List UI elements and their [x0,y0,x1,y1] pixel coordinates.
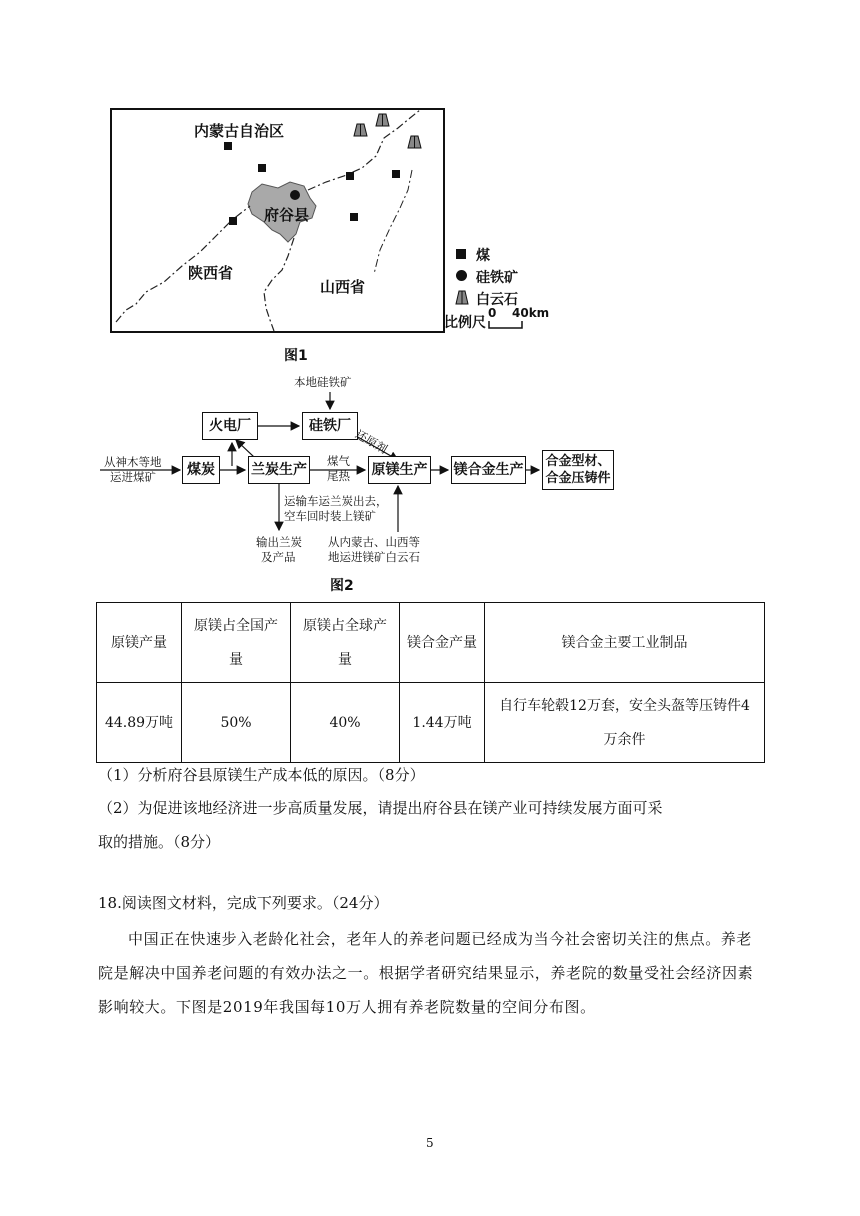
table-header-cell: 原镁占全国产量 [182,603,291,683]
flow-coal: 煤炭 [182,456,220,484]
flow-primary-mg: 原镁生产 [368,456,431,484]
table-header-cell: 镁合金主要工业制品 [485,603,765,683]
section-18-paragraph: 中国正在快速步入老龄化社会，老年人的养老问题已经成为当今社会密切关注的焦点。养老院是解决中国养老问题的有效办法之一。根据学者研究结果显示，养老院的数量受社会经济因素影响较大。下图是2019年我国每10万人拥有养老院数量的空间分布图。 [98,930,754,1016]
note-gas-1: 煤气 [327,454,350,468]
page-number: 5 [426,1136,434,1150]
label-inner-mongolia: 内蒙古自治区 [194,122,285,140]
legend-coal-label: 煤 [476,248,490,264]
table-cell: 50% [182,683,291,763]
note-transport-2: 空车回时装上镁矿 [284,509,376,523]
question-2-line2: 取的措施。（8分） [98,833,221,851]
table-cell: 44.89万吨 [97,683,182,763]
flow-mg-alloy: 镁合金生产 [451,456,526,484]
table-header-cell: 原镁产量 [97,603,182,683]
note-gas-2: 尾热 [327,469,350,483]
figure1-caption: 图1 [284,348,308,364]
table-header-cell: 镁合金产量 [400,603,485,683]
note-dolomite-1: 从内蒙古、山西等 [328,535,420,549]
table-header-cell: 原镁占全球产量 [291,603,400,683]
legend-scale-value: 40km [512,306,550,320]
magnesium-stats-table [96,602,765,763]
question-1: （1）分析府谷县原镁生产成本低的原因。（8分） [98,766,425,784]
note-from-shenmu-2: 运进煤矿 [110,470,156,484]
table-row [97,683,765,763]
question-2-line1: （2）为促进该地经济进一步高质量发展，请提出府谷县在镁产业可持续发展方面可采 [98,799,663,817]
label-shaanxi: 陕西省 [188,264,234,282]
figure2-caption: 图2 [330,578,354,594]
note-transport-1: 运输车运兰炭出去， [284,494,388,508]
flow-products: 合金型材、 合金压铸件 [542,450,614,490]
flow-power-plant: 火电厂 [202,412,258,440]
label-fugu: 府谷县 [264,206,310,224]
flow-ferrosilicon-plant: 硅铁厂 [302,412,358,440]
table-cell: 1.44万吨 [400,683,485,763]
flow-semi-coke: 兰炭生产 [248,456,310,484]
table-header-row [97,603,765,683]
table-cell: 自行车轮毂12万套，安全头盔等压铸件4万余件 [485,683,765,763]
section-18-title: 18.阅读图文材料，完成下列要求。（24分） [98,894,389,912]
legend-dolomite-label: 白云石 [476,292,518,308]
note-reductant: 还原剂 [353,427,390,457]
note-export-1: 输出兰炭 [256,535,302,549]
note-dolomite-2: 地运进镁矿白云石 [328,550,420,564]
table-cell: 40% [291,683,400,763]
figure2-arrows [0,0,860,600]
note-from-shenmu-1: 从神木等地 [104,455,162,469]
note-export-2: 及产品 [261,550,296,564]
note-local-ore: 本地硅铁矿 [294,375,352,389]
legend-scale-label: 比例尺 [444,315,486,331]
label-shanxi: 山西省 [320,278,366,296]
legend-ferrosilicon-label: 硅铁矿 [476,270,518,286]
legend-scale-zero: 0 [488,306,497,320]
